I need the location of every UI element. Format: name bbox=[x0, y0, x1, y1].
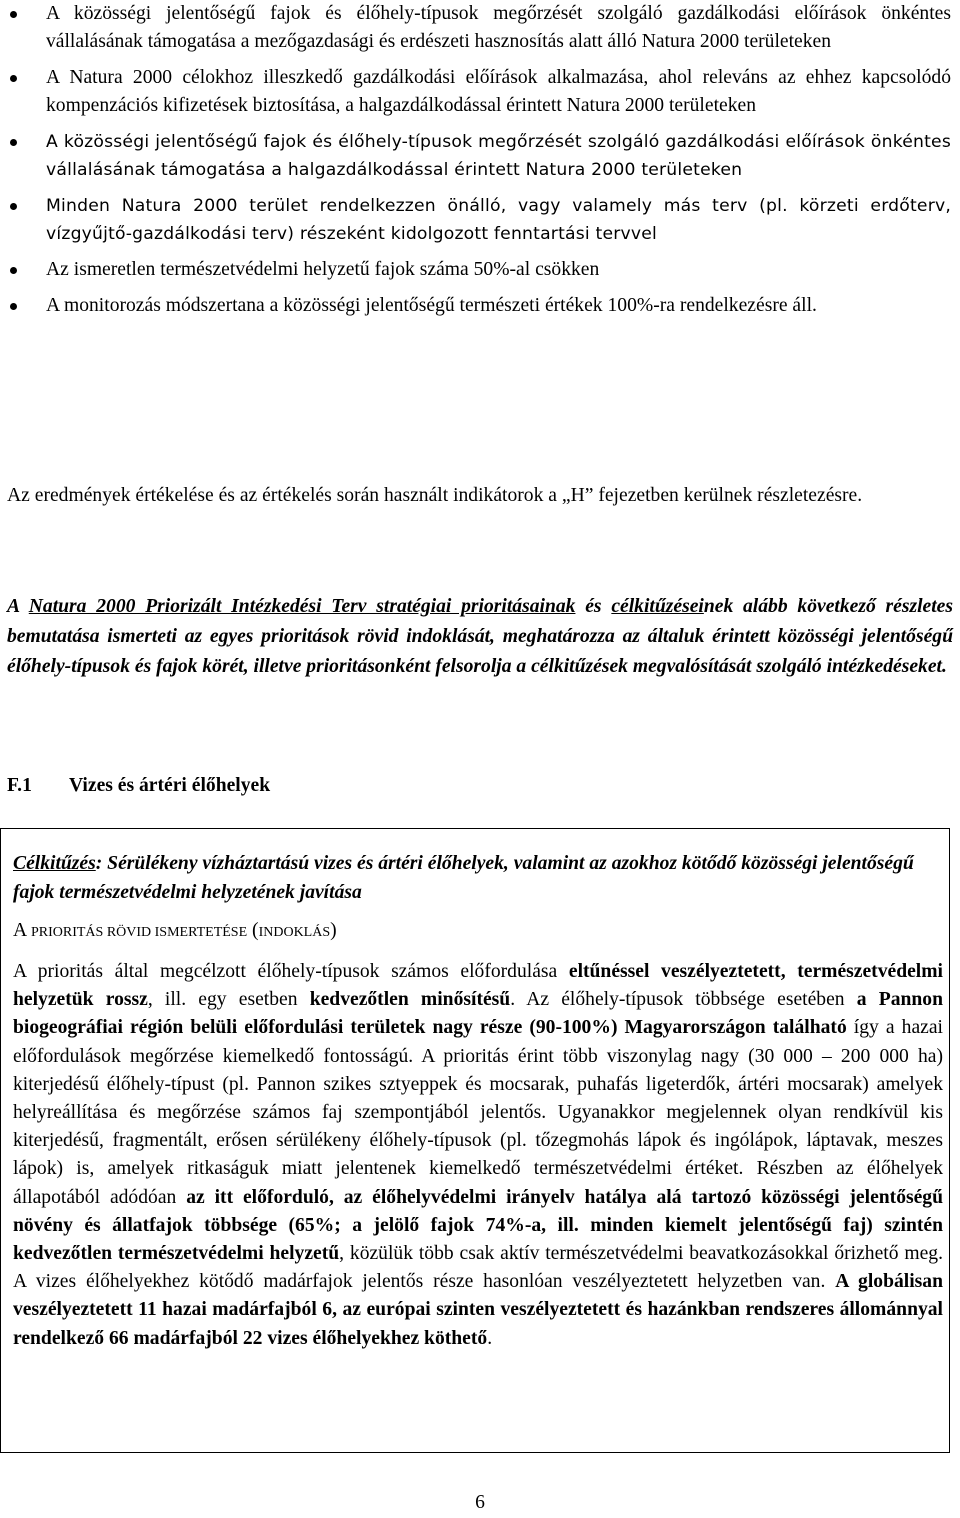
subheading-part: ) bbox=[330, 920, 337, 941]
bullet-item bbox=[7, 256, 951, 284]
bullet-text: A közösségi jelentőségű fajok és élőhely-típusok megőrzését szolgáló gazdálkodási előírások önkéntes vállalásának támogatása a halgazdálkodással érintett Natura 2000 területeken bbox=[46, 132, 951, 180]
subheading-part: A bbox=[13, 920, 31, 941]
body-bold-part: eltűnéssel veszélyeztetett, természetvédelmi helyzetük rossz bbox=[13, 961, 943, 1011]
bullet-item bbox=[7, 292, 951, 320]
body-text-part: így a hazai előfordulások megőrzése kiemelkedő fontosságú. A prioritás érint több viszonylag nagy (30 000 – 200 000 ha) kiterjedésű élőhely-típust (pl. Pannon szikes sztyeppek és mocsarak, puhafás ligeterdők, ártéri mocsarak) amelyek helyreállítása és megőrzése számos faj szempontjából jelentős. Ugyanakkor megjelennek olyan rendkívül kis kiterjedésű, fragmentált, erősen sérülékeny élőhely-típusok (pl. tőzegmohás lápok és ingólápok, láptavak, meszes lápok) is, amelyek ritkaságuk miatt jelentenek kiemelkedő természetvédelmi értéket. Részben az élőhelyek állapotából adódóan bbox=[13, 1017, 943, 1208]
intro-part: és bbox=[575, 596, 612, 617]
body-text-part: . bbox=[487, 1327, 493, 1349]
subheading-part: ( bbox=[247, 920, 259, 941]
results-paragraph: Az eredmények értékelése és az értékelés során használt indikátorok a „H” fejezetben kerülnek részletezésre. bbox=[7, 485, 863, 506]
section-title: Vizes és ártéri élőhelyek bbox=[69, 775, 271, 796]
body-bold-part: a Pannon biogeográfiai régión belüli előfordulási területek nagy része (90-100%) Magyarországon található bbox=[13, 989, 943, 1039]
bullet-dot-icon bbox=[10, 139, 17, 146]
intro-part: A bbox=[7, 596, 29, 617]
bullet-text: Minden Natura 2000 terület rendelkezzen önálló, vagy valamely más terv (pl. körzeti erdőterv, vízgyűjtő-gazdálkodási terv) részeként kidolgozott fenntartási tervvel bbox=[46, 196, 951, 244]
bullet-text: Az ismeretlen természetvédelmi helyzetű fajok száma 50%-al csökken bbox=[46, 259, 600, 280]
bullet-dot-icon bbox=[10, 75, 17, 82]
bullet-dot-icon bbox=[10, 303, 17, 310]
bullet-item bbox=[7, 192, 951, 248]
bullet-dot-icon bbox=[10, 267, 17, 274]
body-text-part: , közülük több csak aktív természetvédelmi beavatkozásokkal őrizhető meg. A vizes élőhelyekhez kötődő madárfajok jelentős része hasonlóan veszélyeztetett helyzetben van. bbox=[13, 1243, 943, 1293]
priority-subheading bbox=[13, 920, 337, 942]
goal-text: : Sérülékeny vízháztartású vizes és ártéri élőhelyek, valamint az azokhoz kötődő közösségi jelentőségű fajok természetvédelmi helyzetének javítása bbox=[13, 853, 914, 903]
section-heading bbox=[7, 775, 270, 797]
objective-bullet-list bbox=[7, 0, 951, 328]
page-number: 6 bbox=[475, 1492, 485, 1513]
bullet-item bbox=[7, 128, 951, 184]
bullet-item bbox=[7, 64, 951, 120]
intro-paragraph bbox=[7, 592, 953, 682]
intro-underlined-part: Natura 2000 Priorizált Intézkedési Terv stratégiai prioritásainak bbox=[28, 596, 576, 617]
body-text-part: . Az élőhely-típusok többsége esetében bbox=[510, 989, 857, 1011]
body-bold-part: az itt előforduló, az élőhelyvédelmi irányelv hatálya alá tartozó közösségi jelentőségű növény és állatfajok többsége (65%; a jelölő fajok 74%-a, ill. minden kiemelt jelentőségű faj) szintén kedvezőtlen természetvédelmi helyzetű bbox=[13, 1186, 944, 1265]
bullet-text: A monitorozás módszertana a közösségi jelentőségű természeti értékek 100%-ra rendelkezésre áll. bbox=[46, 295, 817, 316]
body-text-part: A prioritás által megcélzott élőhely-típusok számos előfordulása bbox=[13, 961, 569, 982]
body-text-part: , ill. egy esetben bbox=[147, 989, 310, 1011]
priority-description bbox=[13, 958, 943, 1353]
body-bold-part: A globálisan veszélyeztetett 11 hazai madárfajból 6, az európai szinten veszélyeztetett és hazánkban rendszeres állománnyal rendelkező 66 madárfajból 22 vizes élőhelyekhez köthető bbox=[13, 1271, 944, 1349]
bullet-text: A Natura 2000 célokhoz illeszkedő gazdálkodási előírások alkalmazása, ahol releváns az ehhez kapcsolódó kompenzációs kifizetések biztosítása, a halgazdálkodással érintett Natura 2000 területeken bbox=[46, 67, 951, 116]
section-number: F.1 bbox=[7, 775, 32, 796]
intro-part: nek alább következő részletes bemutatása ismerteti az egyes prioritások rövid indoklását, meghatározza az általuk érintett közösségi jelentőségű élőhely-típusok és fajok körét, illetve prioritásonként felsorolja a célkitűzések megvalósítását szolgáló intézkedéseket. bbox=[7, 596, 953, 677]
body-bold-part: kedvezőtlen minősítésű bbox=[309, 989, 511, 1011]
subheading-part: INDOKLÁS bbox=[258, 925, 331, 940]
bullet-text: A közösségi jelentőségű fajok és élőhely-típusok megőrzését szolgáló gazdálkodási előírások önkéntes vállalásának támogatása a mezőgazdasági és erdészeti hasznosítás alatt álló Natura 2000 területeken bbox=[46, 3, 951, 52]
bullet-dot-icon bbox=[10, 203, 17, 210]
priority-box bbox=[0, 828, 950, 1453]
goal-label: Célkitűzés bbox=[13, 853, 96, 874]
bullet-dot-icon bbox=[10, 11, 17, 18]
intro-underlined-part: célkitűzései bbox=[611, 596, 704, 617]
bullet-item bbox=[7, 0, 951, 56]
subheading-part: PRIORITÁS RÖVID ISMERTETÉSE bbox=[30, 925, 248, 940]
goal-statement bbox=[13, 849, 943, 907]
